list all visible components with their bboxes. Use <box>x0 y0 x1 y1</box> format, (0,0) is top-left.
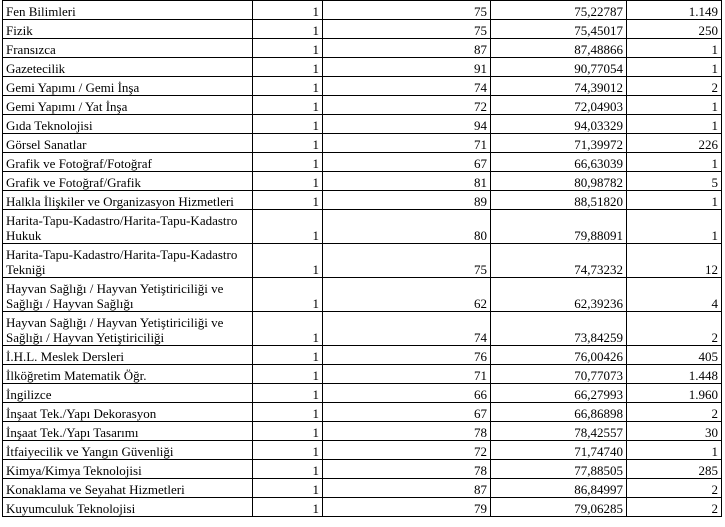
field-name-cell: Harita-Tapu-Kadastro/Harita-Tapu-Kadastro Tekniği <box>3 244 253 278</box>
field-name-cell: Gemi Yapımı / Yat İnşa <box>3 96 253 115</box>
min-score-cell: 72 <box>323 96 491 115</box>
field-name-cell: Hayvan Sağlığı / Hayvan Yetiştiriciliği ve Sağlığı / Hayvan Yetiştiriciliği <box>3 312 253 346</box>
exact-score-cell: 72,04903 <box>491 96 627 115</box>
count-cell: 1 <box>253 498 323 517</box>
quota-cell: 1.960 <box>627 384 722 403</box>
min-score-cell: 78 <box>323 460 491 479</box>
min-score-cell: 71 <box>323 365 491 384</box>
count-cell: 1 <box>253 96 323 115</box>
min-score-cell: 75 <box>323 1 491 20</box>
min-score-cell: 78 <box>323 422 491 441</box>
exact-score-cell: 87,48866 <box>491 39 627 58</box>
table-row <box>3 153 722 172</box>
field-name-cell: Fransızca <box>3 39 253 58</box>
quota-cell: 2 <box>627 498 722 517</box>
exact-score-cell: 80,98782 <box>491 172 627 191</box>
count-cell: 1 <box>253 39 323 58</box>
min-score-cell: 67 <box>323 153 491 172</box>
count-cell: 1 <box>253 244 323 278</box>
table-row <box>3 96 722 115</box>
table-body <box>3 1 722 517</box>
min-score-cell: 71 <box>323 134 491 153</box>
exact-score-cell: 66,86898 <box>491 403 627 422</box>
exact-score-cell: 73,84259 <box>491 312 627 346</box>
quota-cell: 1.149 <box>627 1 722 20</box>
min-score-cell: 67 <box>323 403 491 422</box>
field-name-cell: İnşaat Tek./Yapı Dekorasyon <box>3 403 253 422</box>
min-score-cell: 81 <box>323 172 491 191</box>
table-row <box>3 191 722 210</box>
exact-score-cell: 70,77073 <box>491 365 627 384</box>
exact-score-cell: 79,06285 <box>491 498 627 517</box>
quota-cell: 405 <box>627 346 722 365</box>
min-score-cell: 87 <box>323 39 491 58</box>
exact-score-cell: 86,84997 <box>491 479 627 498</box>
count-cell: 1 <box>253 153 323 172</box>
quota-cell: 250 <box>627 20 722 39</box>
table-row <box>3 346 722 365</box>
table-row <box>3 210 722 244</box>
min-score-cell: 75 <box>323 20 491 39</box>
min-score-cell: 94 <box>323 115 491 134</box>
exact-score-cell: 71,39972 <box>491 134 627 153</box>
quota-cell: 226 <box>627 134 722 153</box>
table-row <box>3 39 722 58</box>
quota-cell: 2 <box>627 312 722 346</box>
quota-cell: 2 <box>627 479 722 498</box>
table-row <box>3 278 722 312</box>
min-score-cell: 62 <box>323 278 491 312</box>
quota-cell: 30 <box>627 422 722 441</box>
min-score-cell: 89 <box>323 191 491 210</box>
count-cell: 1 <box>253 278 323 312</box>
table-row <box>3 20 722 39</box>
field-name-cell: Gazetecilik <box>3 58 253 77</box>
quota-cell: 5 <box>627 172 722 191</box>
quota-cell: 1 <box>627 58 722 77</box>
quota-cell: 1 <box>627 191 722 210</box>
field-name-cell: Konaklama ve Seyahat Hizmetleri <box>3 479 253 498</box>
field-name-cell: Görsel Sanatlar <box>3 134 253 153</box>
quota-cell: 4 <box>627 278 722 312</box>
count-cell: 1 <box>253 58 323 77</box>
table-row <box>3 403 722 422</box>
table-row <box>3 479 722 498</box>
min-score-cell: 80 <box>323 210 491 244</box>
exact-score-cell: 75,45017 <box>491 20 627 39</box>
field-name-cell: Harita-Tapu-Kadastro/Harita-Tapu-Kadastro Hukuk <box>3 210 253 244</box>
exact-score-cell: 94,03329 <box>491 115 627 134</box>
table-row <box>3 134 722 153</box>
field-name-cell: Fizik <box>3 20 253 39</box>
count-cell: 1 <box>253 191 323 210</box>
exact-score-cell: 62,39236 <box>491 278 627 312</box>
table-row <box>3 77 722 96</box>
field-name-cell: Gemi Yapımı / Gemi İnşa <box>3 77 253 96</box>
quota-cell: 1 <box>627 39 722 58</box>
count-cell: 1 <box>253 77 323 96</box>
field-name-cell: Gıda Teknolojisi <box>3 115 253 134</box>
count-cell: 1 <box>253 365 323 384</box>
min-score-cell: 66 <box>323 384 491 403</box>
quota-cell: 12 <box>627 244 722 278</box>
count-cell: 1 <box>253 384 323 403</box>
field-name-cell: İngilizce <box>3 384 253 403</box>
field-name-cell: Kuyumculuk Teknolojisi <box>3 498 253 517</box>
quota-cell: 1 <box>627 115 722 134</box>
table-row <box>3 1 722 20</box>
quota-cell: 2 <box>627 403 722 422</box>
table-row <box>3 422 722 441</box>
field-name-cell: Hayvan Sağlığı / Hayvan Yetiştiriciliği ve Sağlığı / Hayvan Sağlığı <box>3 278 253 312</box>
min-score-cell: 74 <box>323 77 491 96</box>
exact-score-cell: 75,22787 <box>491 1 627 20</box>
table-row <box>3 384 722 403</box>
field-name-cell: İtfaiyecilik ve Yangın Güvenliği <box>3 441 253 460</box>
field-name-cell: İ.H.L. Meslek Dersleri <box>3 346 253 365</box>
count-cell: 1 <box>253 312 323 346</box>
count-cell: 1 <box>253 441 323 460</box>
field-name-cell: Halkla İlişkiler ve Organizasyon Hizmetleri <box>3 191 253 210</box>
min-score-cell: 75 <box>323 244 491 278</box>
table-row <box>3 498 722 517</box>
exact-score-cell: 88,51820 <box>491 191 627 210</box>
exact-score-cell: 66,63039 <box>491 153 627 172</box>
quota-cell: 1 <box>627 153 722 172</box>
min-score-cell: 79 <box>323 498 491 517</box>
exact-score-cell: 74,73232 <box>491 244 627 278</box>
exact-score-cell: 90,77054 <box>491 58 627 77</box>
field-name-cell: Fen Bilimleri <box>3 1 253 20</box>
quota-cell: 1.448 <box>627 365 722 384</box>
count-cell: 1 <box>253 20 323 39</box>
min-score-cell: 74 <box>323 312 491 346</box>
field-name-cell: Kimya/Kimya Teknolojisi <box>3 460 253 479</box>
count-cell: 1 <box>253 479 323 498</box>
table-row <box>3 460 722 479</box>
quota-cell: 1 <box>627 441 722 460</box>
quota-cell: 1 <box>627 96 722 115</box>
quota-cell: 1 <box>627 210 722 244</box>
min-score-cell: 91 <box>323 58 491 77</box>
exact-score-cell: 66,27993 <box>491 384 627 403</box>
count-cell: 1 <box>253 115 323 134</box>
exact-score-cell: 74,39012 <box>491 77 627 96</box>
exact-score-cell: 78,42557 <box>491 422 627 441</box>
min-score-cell: 87 <box>323 479 491 498</box>
count-cell: 1 <box>253 134 323 153</box>
field-name-cell: Grafik ve Fotoğraf/Grafik <box>3 172 253 191</box>
count-cell: 1 <box>253 460 323 479</box>
quota-cell: 2 <box>627 77 722 96</box>
table-row <box>3 312 722 346</box>
field-name-cell: İnşaat Tek./Yapı Tasarımı <box>3 422 253 441</box>
min-score-cell: 76 <box>323 346 491 365</box>
exact-score-cell: 76,00426 <box>491 346 627 365</box>
table-row <box>3 244 722 278</box>
exact-score-cell: 71,74740 <box>491 441 627 460</box>
count-cell: 1 <box>253 422 323 441</box>
field-name-cell: İlköğretim Matematik Öğr. <box>3 365 253 384</box>
count-cell: 1 <box>253 172 323 191</box>
count-cell: 1 <box>253 403 323 422</box>
min-score-cell: 72 <box>323 441 491 460</box>
table-row <box>3 441 722 460</box>
field-name-cell: Grafik ve Fotoğraf/Fotoğraf <box>3 153 253 172</box>
table-row <box>3 365 722 384</box>
quota-cell: 285 <box>627 460 722 479</box>
exact-score-cell: 79,88091 <box>491 210 627 244</box>
table-row <box>3 58 722 77</box>
table-row <box>3 115 722 134</box>
data-table <box>2 0 722 517</box>
table-row <box>3 172 722 191</box>
count-cell: 1 <box>253 210 323 244</box>
count-cell: 1 <box>253 346 323 365</box>
exact-score-cell: 77,88505 <box>491 460 627 479</box>
count-cell: 1 <box>253 1 323 20</box>
